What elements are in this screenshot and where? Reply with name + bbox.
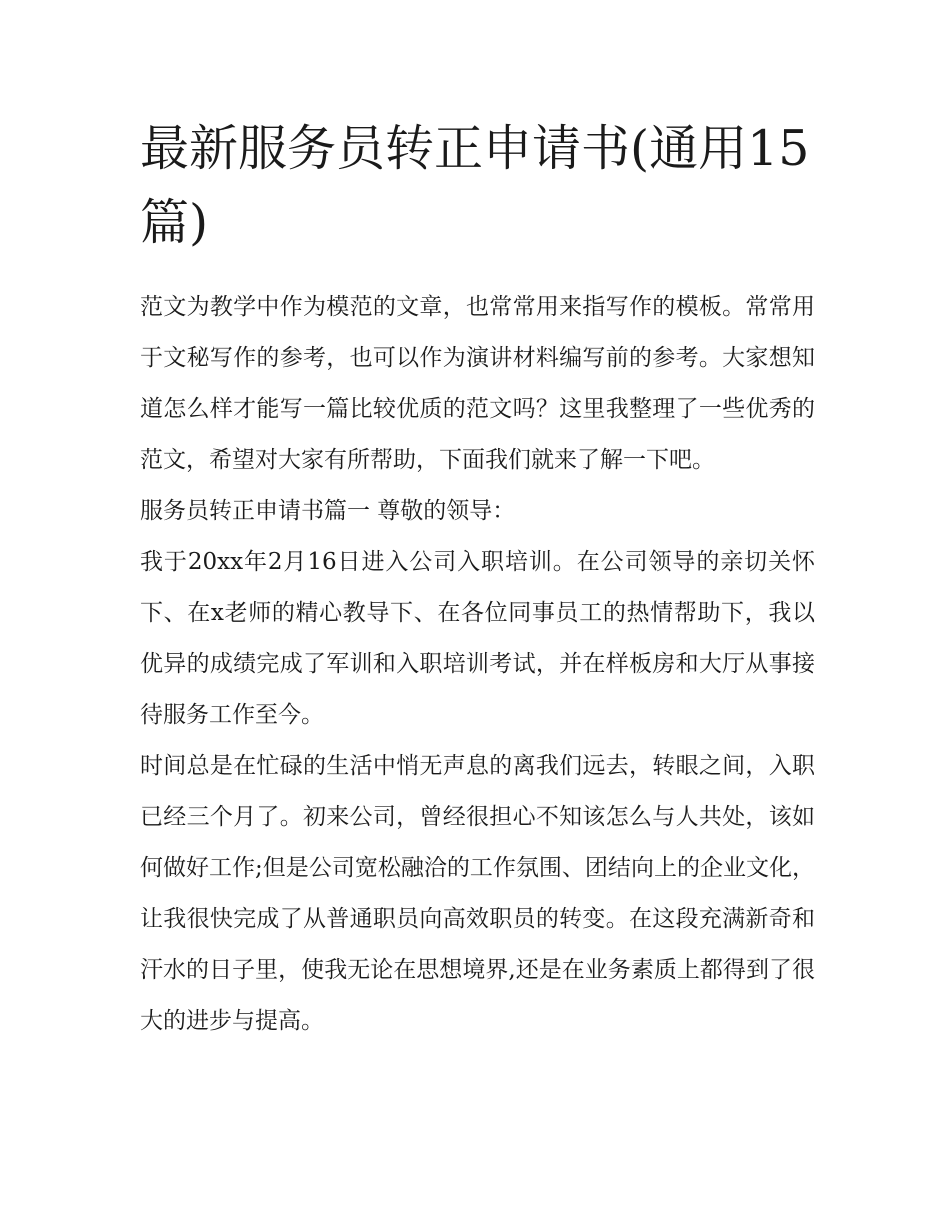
body-paragraph: 我于20xx年2月16日进入公司入职培训。在公司领导的亲切关怀下、在x老师的精心教导下、在各位同事员工的热情帮助下，我以优异的成绩完成了军训和入职培训考试，并在样板房和大厅从事接待服务工作至今。 xyxy=(140,549,815,728)
body-paragraph: 时间总是在忙碌的生活中悄无声息的离我们远去，转眼之间，入职已经三个月了。初来公司，曾经很担心不知该怎么与人共处，该如何做好工作;但是公司宽松融洽的工作氛围、团结向上的企业文化，让我很快完成了从普通职员向高效职员的转变。在这段充满新奇和汗水的日子里，使我无论在思想境界,还是在业务素质上都得到了很大的进步与提高。 xyxy=(140,753,815,1034)
intro-paragraph: 范文为教学中作为模范的文章，也常常用来指写作的模板。常常用于文秘写作的参考，也可以作为演讲材料编写前的参考。大家想知道怎么样才能写一篇比较优质的范文吗？这里我整理了一些优秀的范文，希望对大家有所帮助，下面我们就来了解一下吧。 xyxy=(140,294,815,473)
document-body xyxy=(140,112,815,1047)
document-title: 最新服务员转正申请书(通用15篇) xyxy=(140,120,810,251)
section-heading: 服务员转正申请书篇一 尊敬的领导： xyxy=(140,498,516,524)
